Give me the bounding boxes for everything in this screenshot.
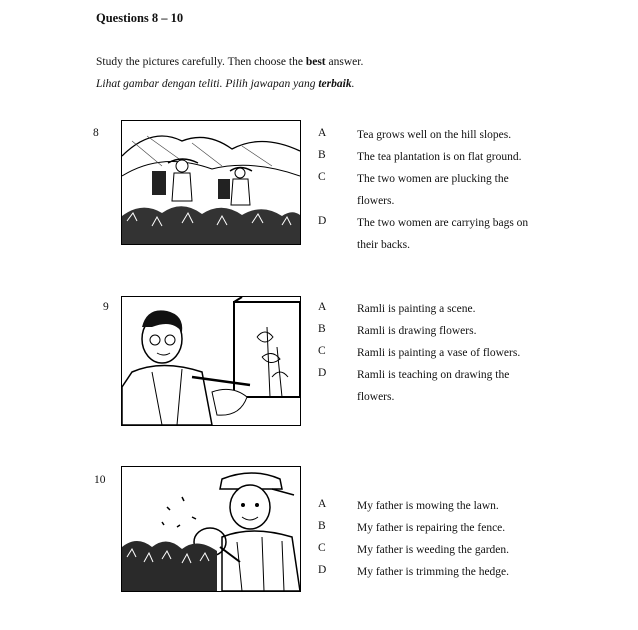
option-letter: A	[318, 301, 327, 313]
option-text: The two women are plucking the flowers.	[357, 173, 509, 207]
man-painting-picture	[121, 296, 301, 426]
tea-pluckers-picture	[121, 120, 301, 245]
tea-pluckers-illustration	[122, 121, 300, 244]
option-text: The two women are carrying bags on their backs.	[357, 217, 529, 251]
option-letter: C	[318, 542, 326, 554]
man-painting-illustration	[122, 297, 300, 425]
option-letter: B	[318, 520, 326, 532]
option-letter: B	[318, 149, 326, 161]
option-letter: D	[318, 215, 327, 227]
option-text: Tea grows well on the hill slopes.	[357, 129, 512, 141]
option-letter: B	[318, 323, 326, 335]
instruction-malay: Lihat gambar dengan teliti. Pilih jawapan yang terbaik.	[96, 78, 355, 90]
man-trimming-hedge-picture	[121, 466, 301, 592]
question-number: 9	[103, 301, 109, 313]
option-letter: C	[318, 171, 326, 183]
option-text: My father is trimming the hedge.	[357, 566, 510, 578]
option-text: My father is mowing the lawn.	[357, 500, 499, 512]
option-letter: D	[318, 367, 327, 379]
page-title: Questions 8 – 10	[96, 11, 184, 25]
option-letter: A	[318, 498, 327, 510]
option-text: Ramli is teaching on drawing the flowers.	[357, 369, 510, 403]
option-text: My father is repairing the fence.	[357, 522, 506, 534]
option-text: My father is weeding the garden.	[357, 544, 510, 556]
question-number: 8	[93, 127, 99, 139]
option-text: Ramli is painting a scene.	[357, 303, 476, 315]
option-text: Ramli is drawing flowers.	[357, 325, 477, 337]
instruction-english: Study the pictures carefully. Then choose the best answer.	[96, 56, 364, 68]
question-number: 10	[94, 474, 106, 486]
option-letter: D	[318, 564, 327, 576]
option-letter: C	[318, 345, 326, 357]
man-trimming-hedge-illustration	[122, 467, 300, 591]
option-text: The tea plantation is on flat ground.	[357, 151, 522, 163]
option-letter: A	[318, 127, 327, 139]
option-text: Ramli is painting a vase of flowers.	[357, 347, 521, 359]
